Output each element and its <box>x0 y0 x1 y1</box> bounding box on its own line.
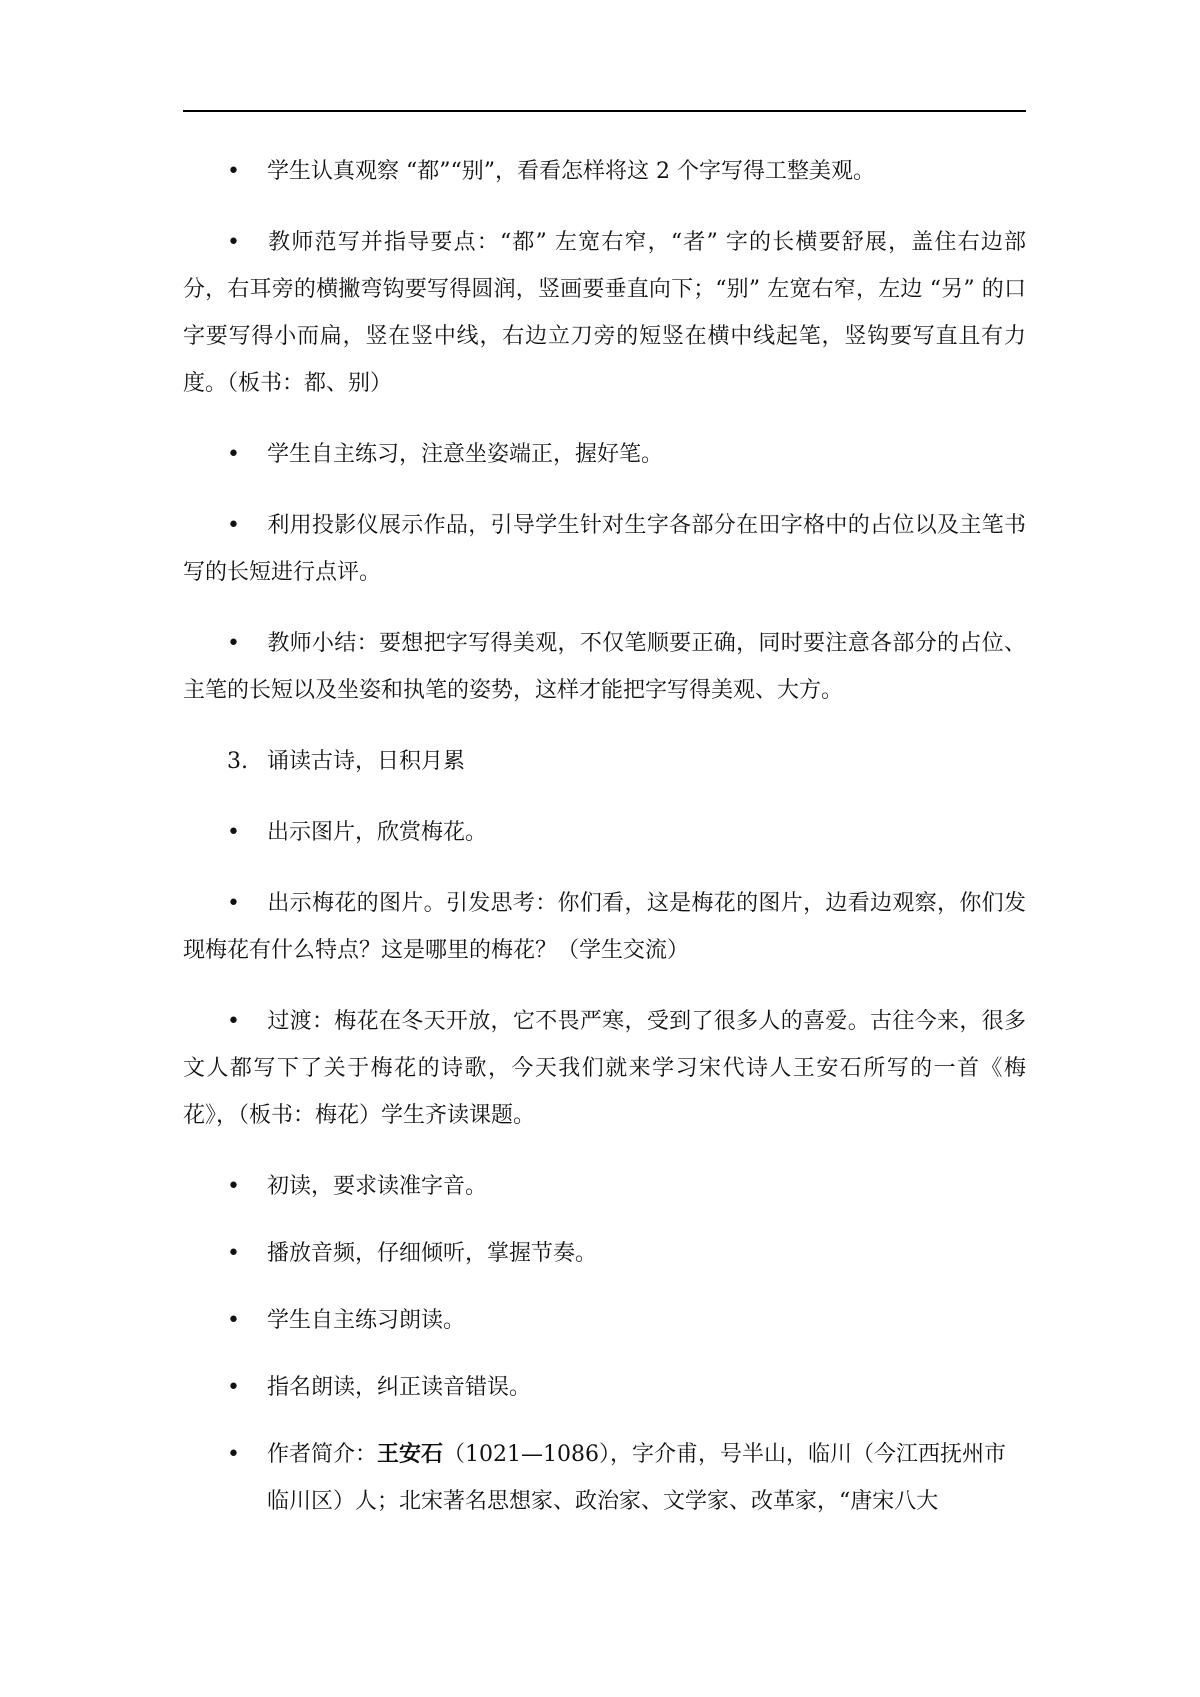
list-item <box>183 1297 1026 1344</box>
list-item <box>183 148 1026 195</box>
author-intro-label: 作者简介： <box>267 1442 378 1467</box>
item-text: 播放音频，仔细倾听，掌握节奏。 <box>267 1241 598 1266</box>
author-name: 王安石 <box>377 1441 444 1467</box>
item-text: 学生自主练习，注意坐姿端正，握好笔。 <box>267 442 664 467</box>
author-intro <box>183 1431 1026 1525</box>
bullet-marker: • <box>227 1241 240 1266</box>
bullet-marker: • <box>227 513 240 538</box>
list-item <box>183 502 1026 596</box>
item-text: 指名朗读，纠正读音错误。 <box>267 1375 532 1400</box>
item-text: 学生自主练习朗读。 <box>267 1308 466 1333</box>
list-item <box>183 620 1026 714</box>
list-item <box>183 880 1026 974</box>
bullet-marker: • <box>227 1009 240 1034</box>
bullet-marker: • <box>227 230 240 255</box>
list-item <box>183 809 1026 856</box>
list-item <box>183 431 1026 478</box>
item-text: 出示图片，欣赏梅花。 <box>267 820 488 845</box>
bullet-marker: • <box>227 159 240 184</box>
bullet-marker: • <box>227 442 240 467</box>
item-text: 教师范写并指导要点：“都” 左宽右窄，“者” 字的长横要舒展，盖住右边部分，右耳旁的横撇弯钩要写得圆润，竖画要垂直向下；“别” 左宽右窄，左边 “另” 的口字要写得小而扁，竖在竖中线，右边立刀旁的短竖在横中线起笔，竖钩要写直且有力度。（板书：都、别） <box>183 230 1026 396</box>
bullet-marker: • <box>227 1442 240 1467</box>
list-item <box>183 1364 1026 1411</box>
bullet-marker: • <box>227 631 240 656</box>
list-item <box>183 1230 1026 1277</box>
item-text: 初读，要求读准字音。 <box>267 1174 488 1199</box>
header-rule <box>183 110 1026 112</box>
bullet-marker: • <box>227 1375 240 1400</box>
item-text: 过渡：梅花在冬天开放，它不畏严寒，受到了很多人的喜爱。古往今来，很多文人都写下了关于梅花的诗歌，今天我们就来学习宋代诗人王安石所写的一首《梅花》，（板书：梅花）学生齐读课题。 <box>183 1009 1026 1128</box>
list-item <box>183 998 1026 1139</box>
list-item <box>183 219 1026 407</box>
section-heading <box>183 738 1026 785</box>
item-text: 利用投影仪展示作品，引导学生针对生字各部分在田字格中的占位以及主笔书写的长短进行点评。 <box>183 513 1026 585</box>
section-title: 诵读古诗，日积月累 <box>267 749 466 774</box>
item-text: 学生认真观察 “都”“别”，看看怎样将这 2 个字写得工整美观。 <box>267 159 875 184</box>
item-text: 教师小结：要想把字写得美观，不仅笔顺要正确，同时要注意各部分的占位、主笔的长短以及坐姿和执笔的姿势，这样才能把字写得美观、大方。 <box>183 631 1026 703</box>
author-intro-text: （1021—1086），字介甫，号半山，临川（今江西抚州市临川区）人；北宋著名思想家、政治家、文学家、改革家，“唐宋八大 <box>267 1442 1007 1514</box>
bullet-marker: • <box>227 1308 240 1333</box>
item-text: 出示梅花的图片。引发思考：你们看，这是梅花的图片，边看边观察，你们发现梅花有什么特点？这是哪里的梅花？（学生交流） <box>183 891 1026 963</box>
bullet-marker: • <box>227 820 240 845</box>
bullet-marker: • <box>227 891 240 916</box>
section-number: 3. <box>227 749 248 774</box>
list-item <box>183 1163 1026 1210</box>
bullet-marker: • <box>227 1174 240 1199</box>
document-body <box>183 148 1026 1525</box>
